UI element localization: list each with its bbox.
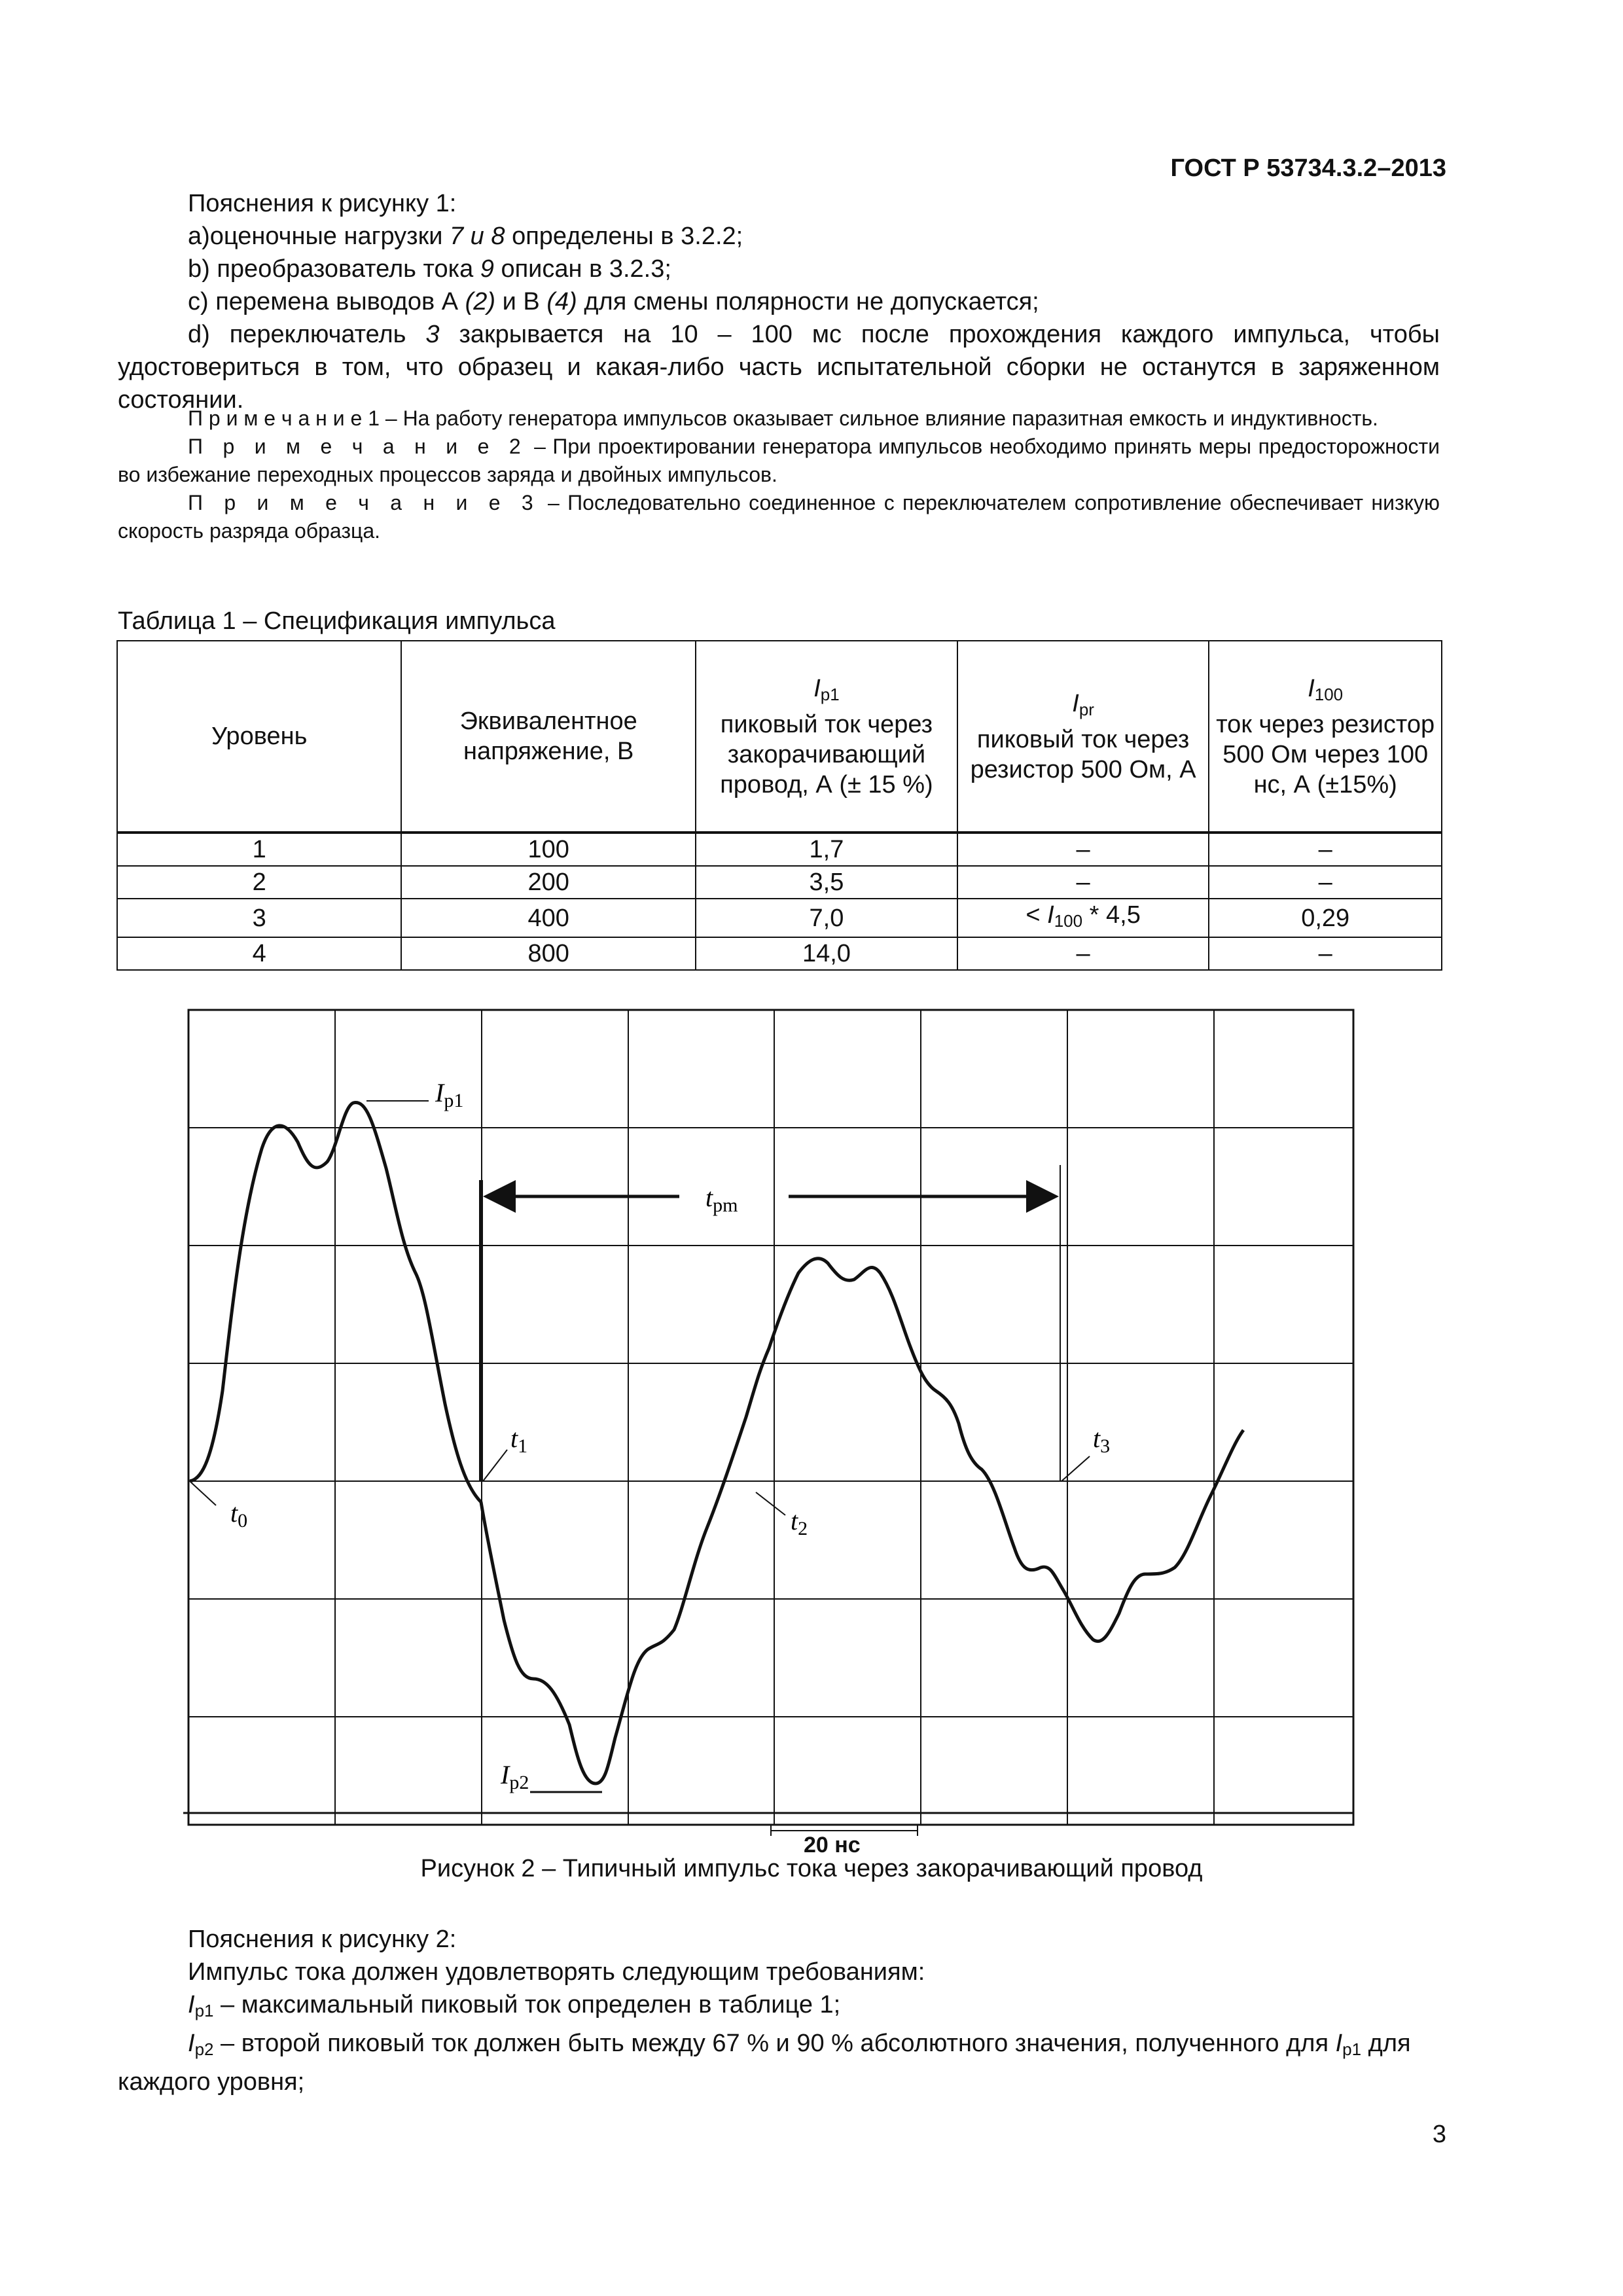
- cell: 7,0: [696, 899, 957, 937]
- cell: –: [957, 866, 1209, 899]
- table-row: [117, 866, 1442, 899]
- label-t1: $t_1$: [510, 1424, 528, 1457]
- pulse-waveform-figure: [177, 998, 1387, 1842]
- header-i100: $I_{100}$ ток через резистор 500 Ом через 100 нс, А (±15%): [1209, 641, 1442, 833]
- header-ipr: $I_{pr}$ пиковый ток через резистор 500 Ом, А: [957, 641, 1209, 833]
- cell: 800: [401, 937, 696, 970]
- t3-leader: [1061, 1456, 1090, 1481]
- cell: –: [957, 937, 1209, 970]
- cell: –: [1209, 937, 1442, 970]
- remark-3: П р и м е ч а н и е 3 – Последовательно соединенное с переключателем сопротивление обеспечивает низкую скорость разряда образца.: [118, 491, 1440, 543]
- table-caption: Таблица 1 – Спецификация импульса: [118, 607, 556, 635]
- cell: 0,29: [1209, 899, 1442, 937]
- grid-lines: [188, 1010, 1353, 1825]
- label-t2: $t_2$: [791, 1506, 808, 1539]
- cell: 100: [401, 833, 696, 866]
- cell: 4: [117, 937, 401, 970]
- header-level: Уровень: [117, 641, 401, 833]
- figure-caption: Рисунок 2 – Типичный импульс тока через закорачивающий провод: [420, 1855, 1203, 1882]
- cell: 400: [401, 899, 696, 937]
- header-voltage: Эквивалентное напряжение, В: [401, 641, 696, 833]
- cell: 3,5: [696, 866, 957, 899]
- cell: –: [1209, 866, 1442, 899]
- cell: 2: [117, 866, 401, 899]
- cell: 200: [401, 866, 696, 899]
- pulse-spec-table: [116, 640, 1442, 971]
- t0-leader: [191, 1482, 216, 1505]
- page-number: 3: [1432, 2121, 1446, 2148]
- requirement-ip1: $I_{p1}$ – максимальный пиковый ток определен в таблице 1;: [188, 1991, 841, 2020]
- label-ip2: $I_{p2}$: [501, 1760, 529, 1793]
- note-a: a)оценочные нагрузки 7 и 8 определены в 3.2.2;: [188, 223, 743, 250]
- table-row: [117, 833, 1442, 866]
- standard-header: ГОСТ Р 53734.3.2–2013: [1170, 154, 1446, 182]
- cell: 14,0: [696, 937, 957, 970]
- header-ip1: $I_{p1}$ пиковый ток через закорачивающий провод, А (± 15 %): [696, 641, 957, 833]
- cell: 1: [117, 833, 401, 866]
- table-header-row: [117, 641, 1442, 833]
- label-t3: $t_3$: [1093, 1424, 1111, 1457]
- t1-leader: [483, 1450, 507, 1481]
- label-tpm: $t_{pm}$: [705, 1183, 738, 1216]
- time-scale-label: 20 нс: [804, 1833, 861, 1857]
- figure2-notes-title: Пояснения к рисунку 2:: [188, 1926, 457, 1953]
- requirement-ip2: $I_{p2}$ – второй пиковый ток должен быть между 67 % и 90 % абсолютного значения, полученного для $I_{p1}$ для каждого уровня;: [118, 2030, 1411, 2096]
- cell: 3: [117, 899, 401, 937]
- remarks: [118, 404, 1440, 545]
- figure1-notes-title: Пояснения к рисунку 1:: [188, 190, 457, 217]
- remark-1: П р и м е ч а н и е 1 – На работу генератора импульсов оказывает сильное влияние паразитная емкость и индуктивность.: [188, 406, 1378, 430]
- figure2-notes: [118, 1923, 1440, 2098]
- label-t0: $t_0$: [230, 1498, 248, 1532]
- note-c: c) перемена выводов А (2) и В (4) для смены полярности не допускается;: [188, 288, 1039, 315]
- note-b: b) преобразователь тока 9 описан в 3.2.3;: [188, 255, 671, 283]
- cell: 1,7: [696, 833, 957, 866]
- cell: –: [1209, 833, 1442, 866]
- figure1-notes: [118, 187, 1440, 416]
- cell-ipr-level3: < $I_{100} * 4,5$: [957, 899, 1209, 937]
- table-row: [117, 937, 1442, 970]
- table-row: [117, 899, 1442, 937]
- note-d: d) переключатель 3 закрывается на 10 – 100 мс после прохождения каждого импульса, чтобы удостовериться в том, что образец и какая-либо часть испытательной сборки не останутся в заряженном состоянии.: [118, 321, 1440, 414]
- grid-frame: [188, 1010, 1353, 1825]
- label-ip1: $I_{p1}$: [435, 1078, 464, 1111]
- t2-leader: [756, 1492, 785, 1515]
- remark-2: П р и м е ч а н и е 2 – При проектировании генератора импульсов необходимо принять меры предосторожности во избежание переходных процессов заряда и двойных импульсов.: [118, 435, 1440, 486]
- cell: –: [957, 833, 1209, 866]
- figure2-notes-intro: Импульс тока должен удовлетворять следующим требованиям:: [188, 1958, 925, 1986]
